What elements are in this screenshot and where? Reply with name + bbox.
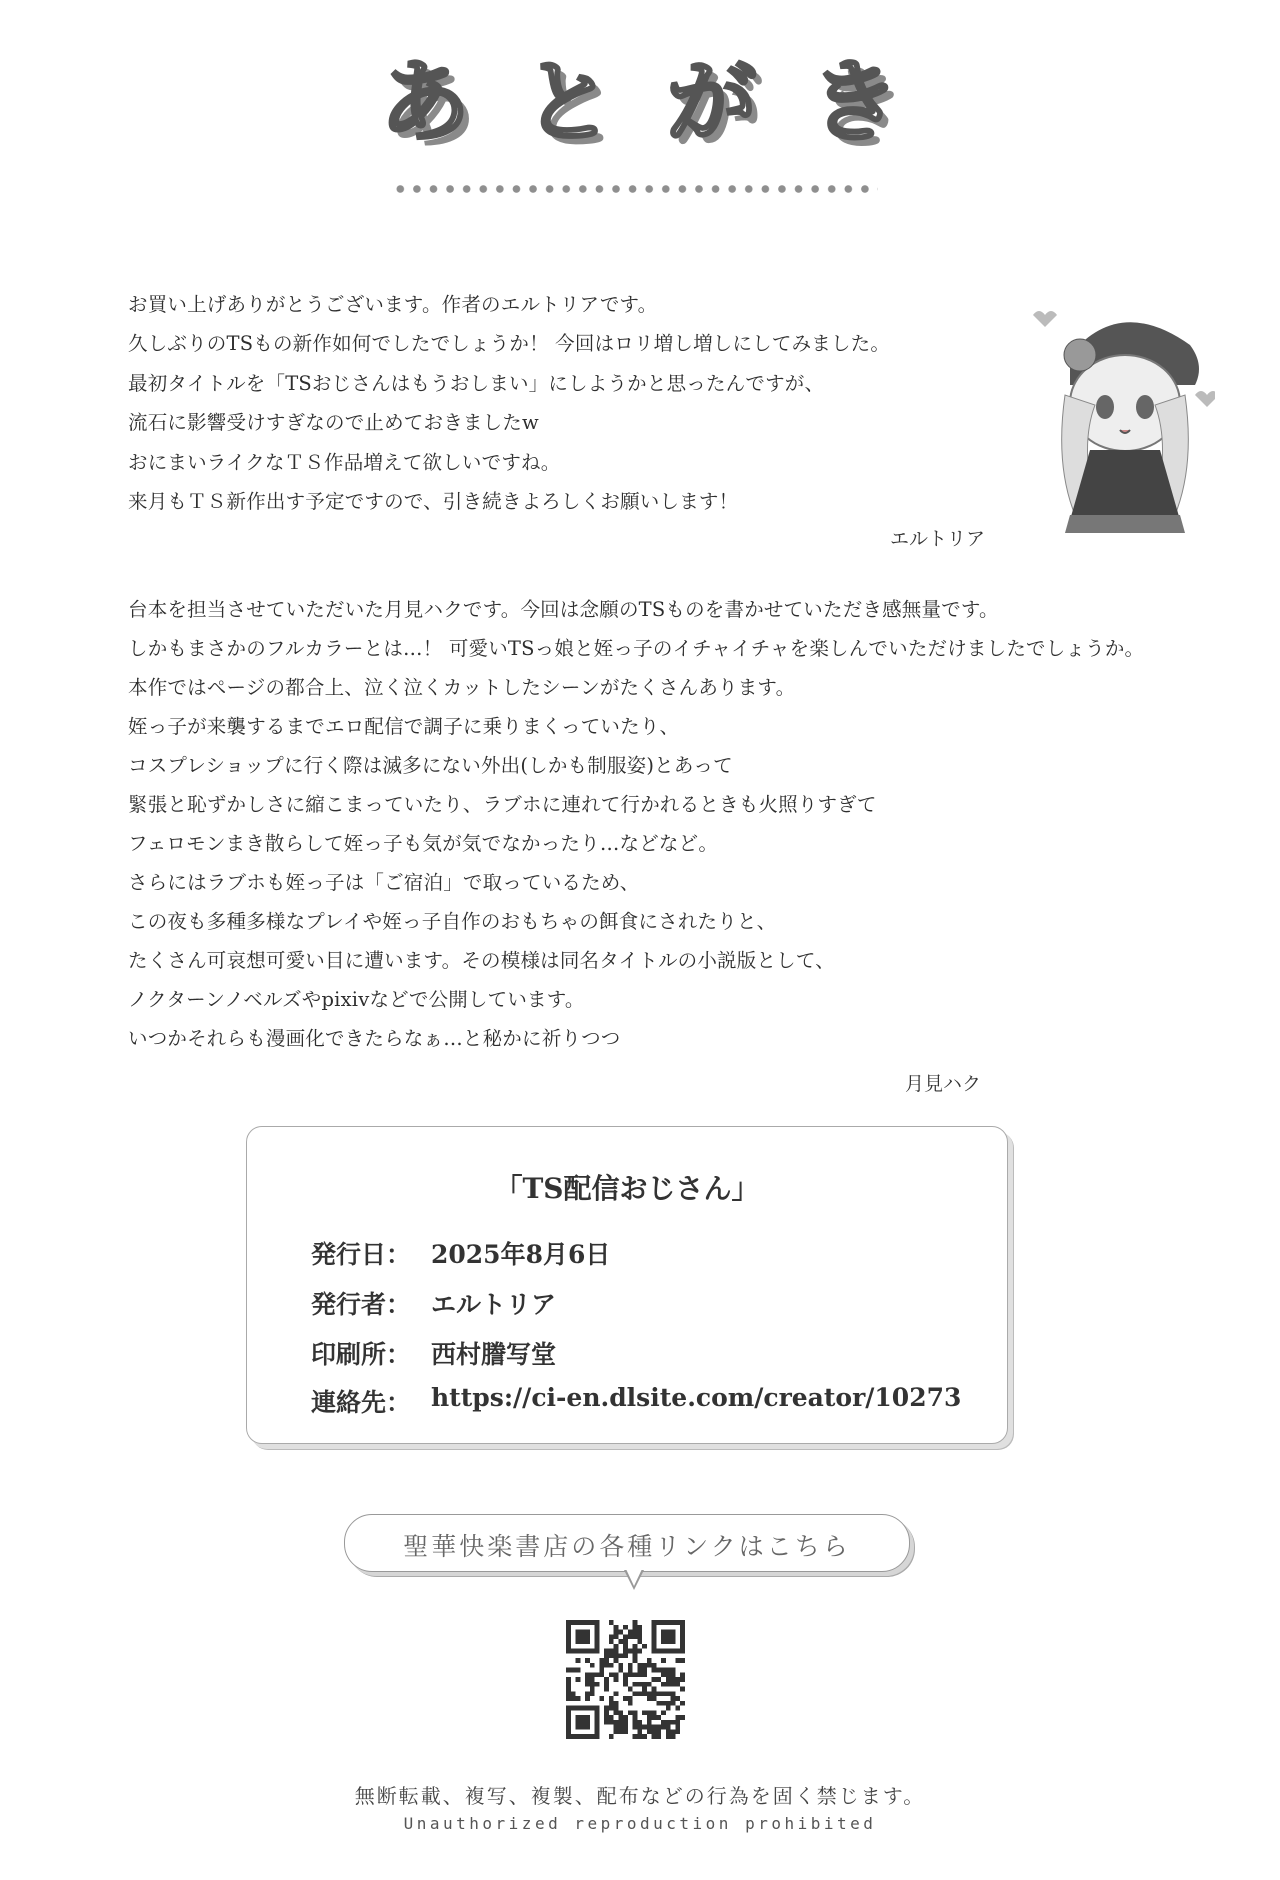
heading-char: き — [809, 50, 900, 155]
colophon-box — [246, 1126, 1008, 1444]
row-label: 発行者： — [311, 1290, 412, 1319]
writer-line: 緊張と恥ずかしさに縮こまっていたり、ラブホに連れて行かれるときも火照りすぎて — [128, 793, 877, 816]
copyright-notice-jp: 無断転載、複写、複製、配布などの行為を固く禁じます。 — [354, 1784, 926, 1808]
writer-signature: 月見ハク — [905, 1073, 982, 1095]
author-line: 来月もＴＳ新作出す予定ですので、引き続きよろしくお願いします！ — [128, 490, 739, 513]
chibi-character-illustration — [1025, 285, 1215, 550]
bubble-tail — [624, 1570, 644, 1590]
writer-line: しかもまさかのフルカラーとは…！ 可愛いTSっ娘と姪っ子のイチャイチャを楽しんでいただけましたでしょうか。 — [128, 637, 1145, 660]
colophon-title: 「TS配信おじさん」 — [494, 1172, 760, 1205]
writer-line: さらにはラブホも姪っ子は「ご宿泊」で取っているため、 — [128, 871, 640, 894]
writer-line: この夜も多種多様なプレイや姪っ子自作のおもちゃの餌食にされたりと、 — [128, 910, 777, 933]
colophon-row-publisher — [311, 1285, 557, 1321]
writer-line: フェロモンまき散らして姪っ子も気が気でなかったり…などなど。 — [128, 832, 719, 855]
writer-line: ノクターンノベルズやpixivなどで公開しています。 — [128, 988, 585, 1011]
writer-line: たくさん可哀想可愛い目に遭います。その模様は同名タイトルの小説版として、 — [128, 949, 835, 972]
dotted-divider — [392, 184, 878, 194]
colophon-row-printer — [311, 1335, 557, 1371]
author-signature: エルトリア — [890, 528, 986, 550]
heart-icon — [1195, 391, 1215, 407]
copyright-notice-en: Unauthorized reproduction prohibited — [403, 1814, 877, 1833]
row-value: 西村謄写堂 — [431, 1340, 557, 1369]
writer-line: 姪っ子が来襲するまでエロ配信で調子に乗りまくっていたり、 — [128, 715, 680, 738]
author-line: 流石に影響受けすぎなので止めておきましたw — [128, 411, 539, 434]
page-heading — [380, 50, 900, 155]
author-line: 久しぶりのTSもの新作如何でしたでしょうか！ 今回はロリ増し増しにしてみました。 — [128, 332, 891, 355]
heading-char: あ — [380, 50, 470, 155]
links-bubble-text: 聖華快楽書店の各種リンクはこちら — [403, 1532, 851, 1561]
heading-char: と — [523, 50, 614, 155]
writer-line: 本作ではページの都合上、泣く泣くカットしたシーンがたくさんあります。 — [128, 676, 796, 699]
row-label: 印刷所： — [311, 1340, 412, 1369]
heart-icon — [1033, 311, 1057, 327]
row-label: 連絡先： — [311, 1388, 412, 1417]
row-label: 発行日： — [311, 1240, 412, 1269]
writer-line: コスプレショップに行く際は滅多にない外出(しかも制服姿)とあって — [128, 754, 733, 777]
row-value: エルトリア — [431, 1290, 557, 1319]
heading-char: が — [666, 50, 757, 155]
links-speech-bubble — [344, 1514, 910, 1572]
colophon-row-date — [311, 1235, 611, 1271]
writer-line: いつかそれらも漫画化できたらなぁ…と秘かに祈りつつ — [128, 1027, 621, 1050]
contact-link[interactable]: https://ci-en.dlsite.com/creator/10273 — [431, 1383, 962, 1412]
writer-line: 台本を担当させていただいた月見ハクです。今回は念願のTSものを書かせていただき感無量です。 — [128, 598, 999, 621]
author-line: 最初タイトルを「TSおじさんはもうおしまい」にしようかと思ったんですが、 — [128, 372, 825, 395]
author-line: おにまいライクなＴＳ作品増えて欲しいですね。 — [128, 451, 561, 474]
row-value: 2025年8月6日 — [431, 1240, 611, 1269]
qr-code[interactable] — [566, 1620, 685, 1739]
colophon-row-contact — [311, 1383, 962, 1419]
author-line: お買い上げありがとうございます。作者のエルトリアです。 — [128, 293, 658, 316]
